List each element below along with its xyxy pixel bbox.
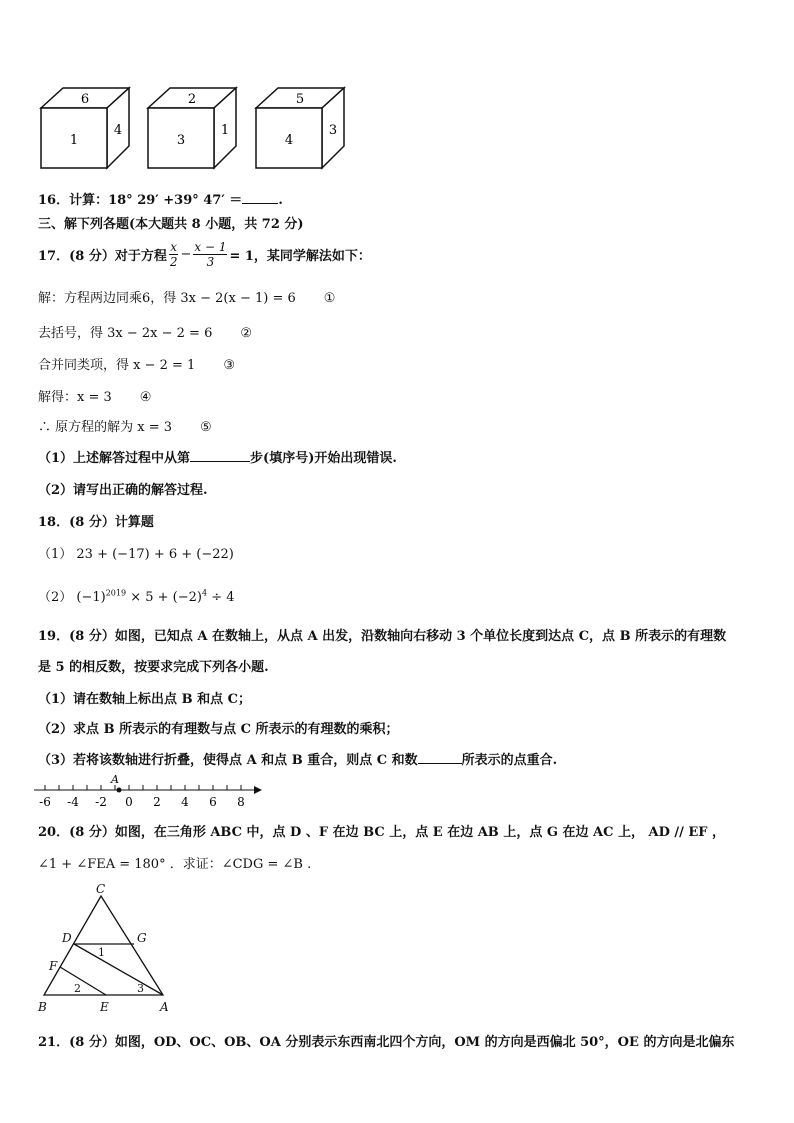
cube-2-front: 3 — [176, 133, 186, 148]
q18-sub2-label: （2） — [38, 590, 77, 605]
q17-stem-post: = 1，某同学解法如下： — [229, 248, 371, 264]
cube-2-top: 2 — [187, 92, 197, 107]
q17-mark-2: ② — [240, 326, 253, 341]
q20-line-1: 20．(8 分）如图，在三角形 ABC 中，点 D 、F 在边 BC 上，点 E 在边 AB 上，点 G 在边 AC 上， AD // EF ， — [38, 825, 726, 840]
q17-stem-pre: 17．(8 分）对于方程 — [38, 248, 167, 264]
q19-sub3-post: 所表示的点重合. — [461, 753, 558, 768]
q19-sub3-pre: （3）若将该数轴进行折叠，使得点 A 和点 B 重合，则点 C 和数 — [38, 753, 418, 768]
vertex-g: G — [137, 931, 147, 945]
vertex-a: A — [160, 1000, 169, 1014]
axis-tick-label: 2 — [153, 795, 161, 809]
number-line — [30, 772, 270, 812]
q17-mark-5: ⑤ — [200, 420, 212, 435]
q20-line-2: ∠1 + ∠FEA = 180° ．求证：∠CDG = ∠B . — [38, 857, 312, 872]
q17-step-blank[interactable] — [190, 449, 250, 462]
q16-text: 16．计算：18° 29′ +39° 47′ ＝ — [38, 193, 243, 208]
q17-frac2-num: x − 1 — [194, 239, 227, 254]
vertex-c: C — [96, 882, 106, 896]
q17-sub-1 — [38, 447, 397, 466]
angle-1-label: 1 — [98, 946, 105, 959]
q18-sub2-exp2: 4 — [201, 588, 208, 598]
q17-minus: − — [180, 246, 192, 262]
cube-1 — [41, 88, 129, 168]
q19-sub-3 — [38, 749, 557, 768]
q17-mark-4: ④ — [139, 390, 152, 405]
point-a-dot — [117, 788, 122, 793]
q18-sub2-c: ÷ 4 — [207, 590, 235, 605]
vertex-e: E — [100, 1000, 109, 1014]
cube-1-side: 4 — [113, 123, 123, 138]
q17-mark-3: ③ — [223, 358, 235, 373]
q17-fraction-1 — [169, 240, 179, 269]
q18-sub-1: （1） 23 + (−17) + 6 + (−22) — [38, 547, 234, 562]
cube-3 — [256, 88, 344, 168]
q17-step-2-text: 去括号，得 3x − 2x − 2 = 6 — [38, 326, 213, 341]
q17-step-5 — [38, 416, 212, 435]
q18-sub2-exp1: 2019 — [105, 588, 127, 598]
q17-mark-1: ① — [323, 291, 336, 306]
cube-3-front: 4 — [284, 133, 294, 148]
q17-step-2 — [38, 322, 252, 341]
axis-tick-label: 8 — [237, 795, 245, 809]
axis-tick-label: 6 — [209, 795, 217, 809]
q17-sub-2: （2）请写出正确的解答过程. — [38, 483, 208, 498]
q19-line-2: 是 5 的相反数，按要求完成下列各小题. — [38, 660, 269, 675]
cube-2 — [148, 88, 236, 168]
q18-sub2-a: (−1) — [76, 590, 106, 605]
cube-1-front: 1 — [69, 133, 79, 148]
q17-step-4-text: 解得：x = 3 — [38, 390, 112, 405]
q18-sub-2 — [38, 586, 235, 605]
vertex-f: F — [49, 959, 58, 973]
axis-tick-label: 4 — [181, 795, 189, 809]
q17-sub1-pre: （1）上述解答过程中从第 — [38, 451, 191, 466]
q17-step-3 — [38, 354, 235, 373]
question-16 — [38, 189, 283, 208]
vertex-b: B — [38, 1000, 47, 1014]
q18-title: 18．(8 分）计算题 — [38, 515, 154, 530]
q17-frac1-den: 2 — [169, 254, 178, 269]
axis-tick-label: 0 — [125, 795, 133, 809]
axis-tick-label: -4 — [67, 795, 79, 809]
question-17-stem — [38, 236, 371, 272]
triangle-figure — [34, 882, 182, 1018]
section-3-heading: 三、解下列各题(本大题共 8 小题，共 72 分) — [38, 217, 304, 232]
axis-tick-label: -6 — [39, 795, 51, 809]
q17-step-5-text: ∴ 原方程的解为 x = 3 — [38, 420, 173, 435]
cube-3-top: 5 — [295, 92, 305, 107]
q18-sub2-b: × 5 + (−2) — [126, 590, 202, 605]
cubes-figure — [38, 86, 348, 172]
q17-fraction-2 — [193, 240, 227, 269]
q21-line-1: 21．(8 分）如图，OD、OC、OB、OA 分别表示东西南北四个方向，OM 的方向是西偏北 50°，OE 的方向是北偏东 — [38, 1035, 735, 1050]
cube-1-top: 6 — [80, 92, 90, 107]
q17-frac2-den: 3 — [206, 254, 215, 269]
q19-sub-2: （2）求点 B 所表示的有理数与点 C 所表示的有理数的乘积； — [38, 722, 399, 737]
angle-3-label: 3 — [137, 982, 144, 995]
q16-answer-blank[interactable] — [242, 191, 278, 204]
q17-step-4 — [38, 386, 151, 405]
q17-step-1-text: 解：方程两边同乘6，得 3x − 2(x − 1) = 6 — [38, 291, 296, 306]
q17-frac1-num: x — [170, 239, 178, 254]
cube-2-side: 1 — [220, 123, 230, 138]
angle-2-label: 2 — [74, 982, 81, 995]
q17-sub1-post: 步(填序号)开始出现错误. — [250, 451, 397, 466]
q19-line-1: 19．(8 分）如图，已知点 A 在数轴上，从点 A 出发，沿数轴向右移动 3 个单位长度到达点 C，点 B 所表示的有理数 — [38, 629, 727, 644]
q17-step-1 — [38, 287, 335, 306]
point-a-label: A — [111, 773, 119, 786]
cube-3-side: 3 — [328, 123, 338, 138]
q17-step-3-text: 合并同类项，得 x − 2 = 1 — [38, 358, 196, 373]
q19-answer-blank[interactable] — [418, 751, 462, 764]
q16-end: . — [278, 193, 283, 208]
axis-tick-label: -2 — [95, 795, 107, 809]
vertex-d: D — [62, 931, 72, 945]
q19-sub-1: （1）请在数轴上标出点 B 和点 C； — [38, 692, 251, 707]
